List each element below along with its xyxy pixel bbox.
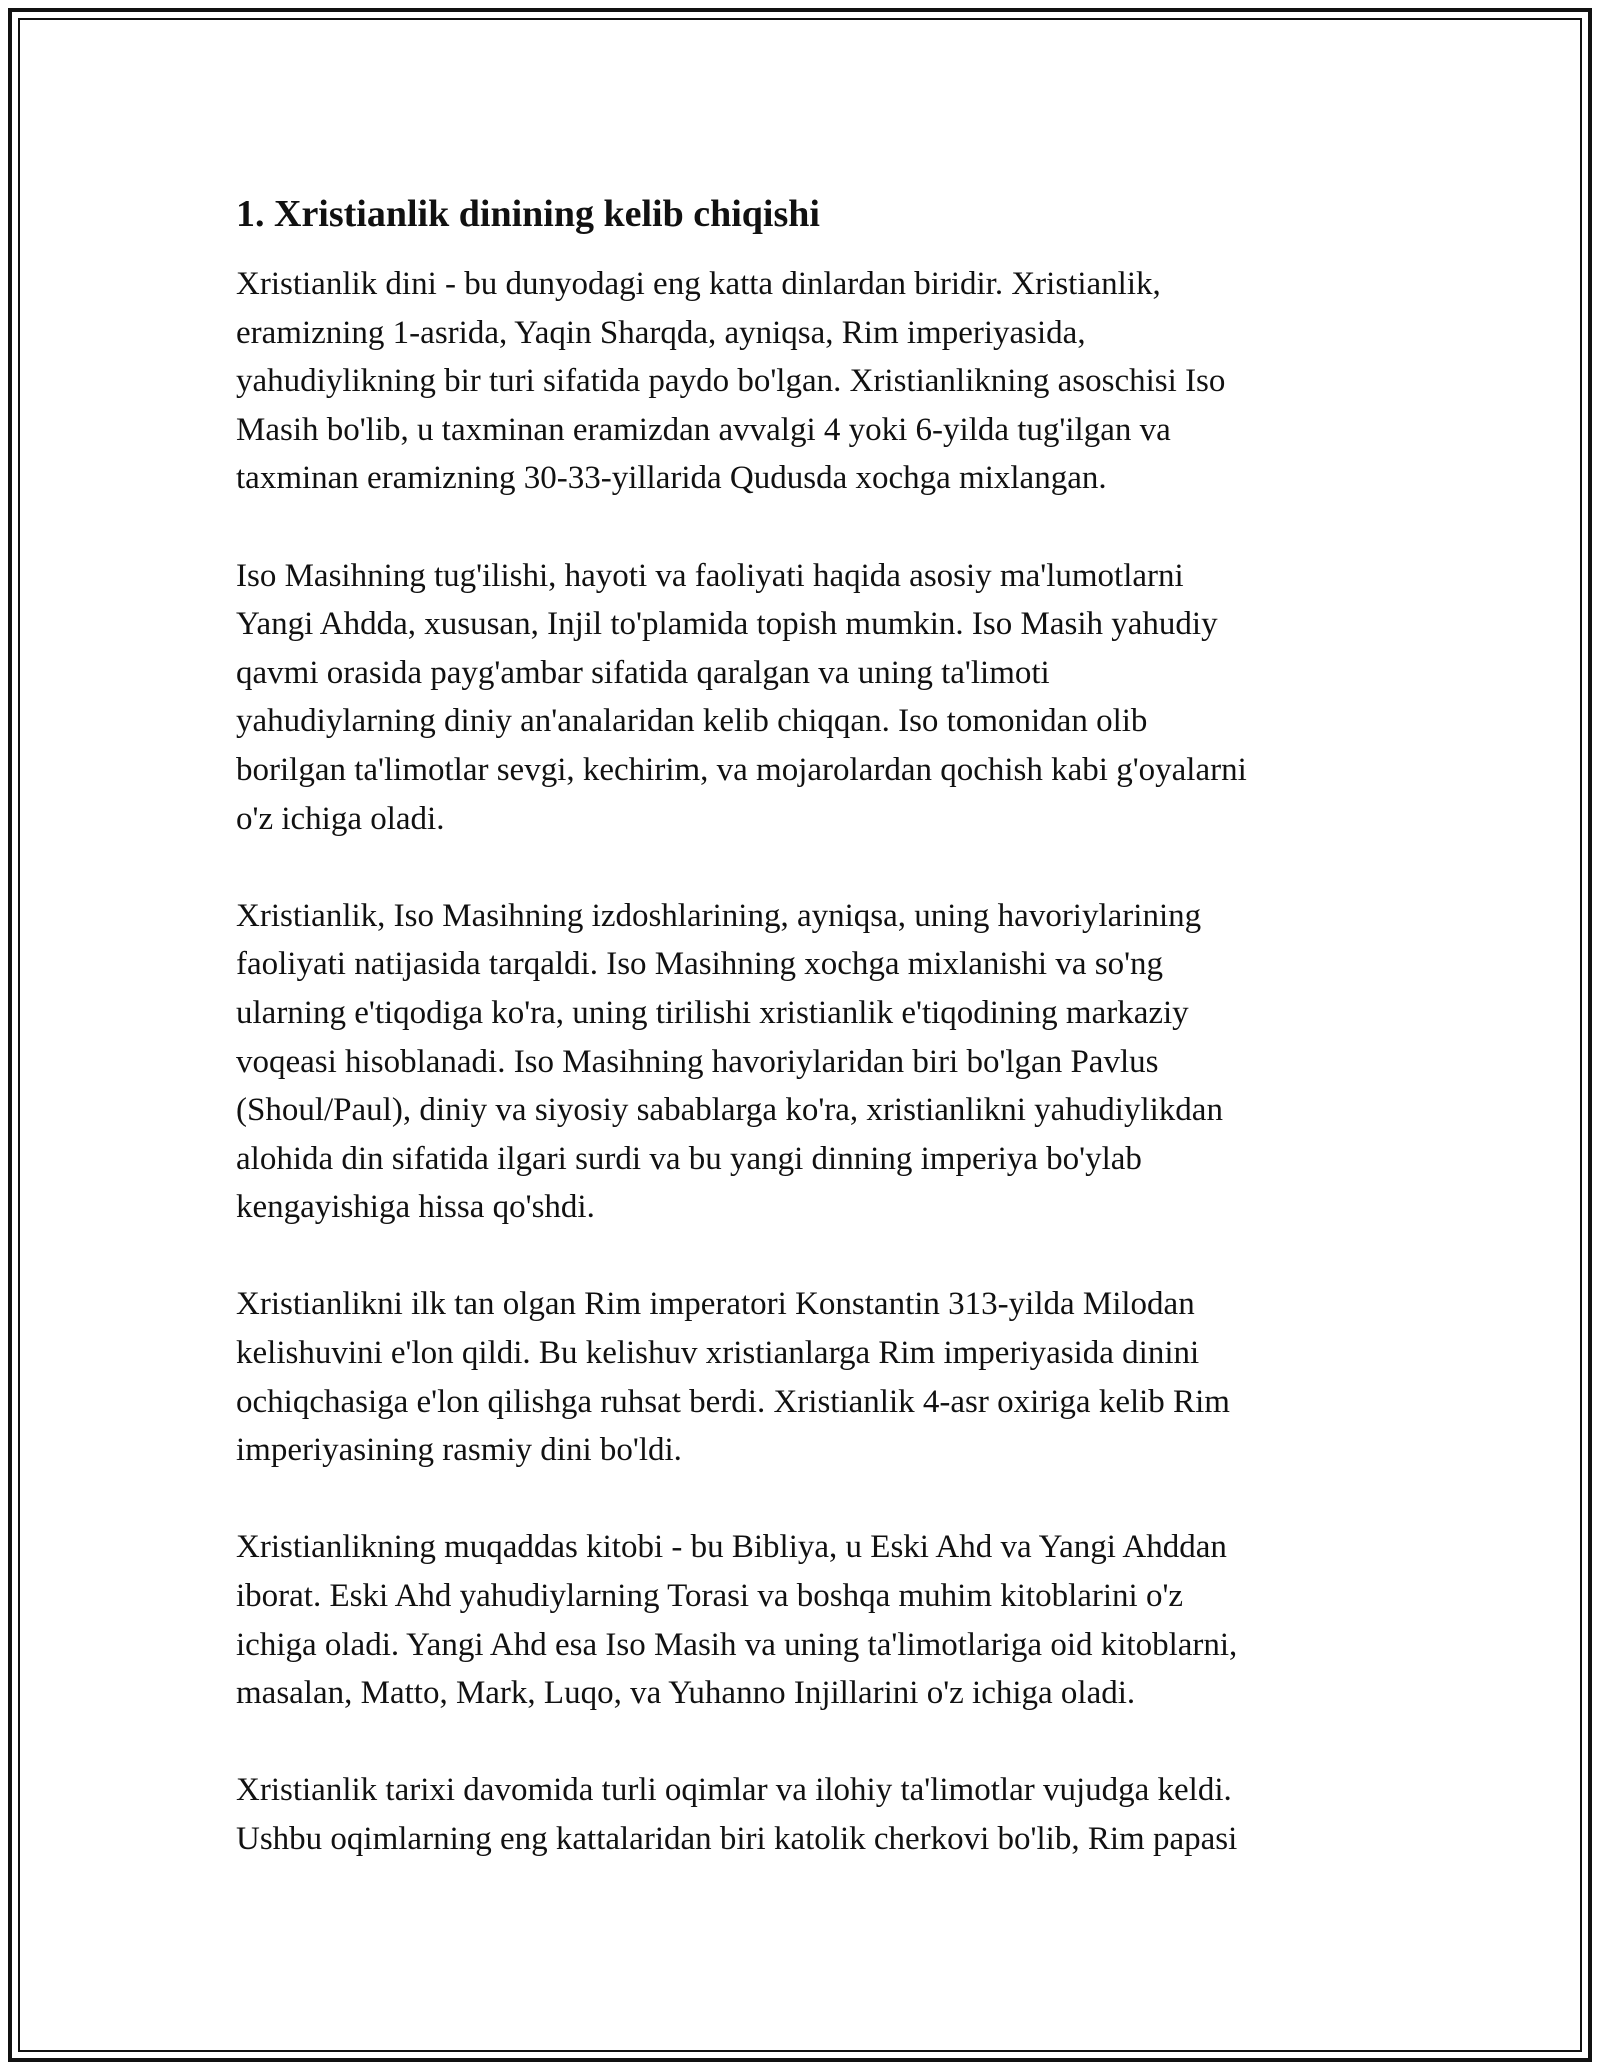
text-line: faoliyati natijasida tarqaldi. Iso Masihning xochga mixlanishi va so'ng (236, 946, 1164, 983)
text-line: Yangi Ahdda, xususan, Injil to'plamida topish mumkin. Iso Masih yahudiy (236, 606, 1218, 643)
text-line: kelishuvini e'lon qildi. Bu kelishuv xristianlarga Rim imperiyasida dinini (236, 1335, 1200, 1372)
text-line: Xristianlikni ilk tan olgan Rim imperatori Konstantin 313-yilda Milodan (236, 1286, 1195, 1323)
paragraph-5 (236, 1523, 1376, 1717)
document-body (236, 186, 1376, 1912)
paragraph-3 (236, 892, 1376, 1232)
text-line: ichiga oladi. Yangi Ahd esa Iso Masih va uning ta'limotlariga oid kitoblarni, (236, 1626, 1238, 1663)
text-line: borilgan ta'limotlar sevgi, kechirim, va mojarolardan qochish kabi g'oyalarni (236, 751, 1247, 788)
paragraph-1 (236, 260, 1376, 503)
text-line: (Shoul/Paul), diniy va siyosiy sabablarga ko'ra, xristianlikni yahudiylikdan (236, 1092, 1223, 1129)
paragraph-2 (236, 552, 1376, 844)
text-line: taxminan eramizning 30-33-yillarida Qudusda xochga mixlangan. (236, 460, 1107, 497)
text-line: eramizning 1-asrida, Yaqin Sharqda, ayniqsa, Rim imperiyasida, (236, 314, 1086, 351)
text-line: qavmi orasida payg'ambar sifatida qaralgan va uning ta'limoti (236, 654, 1050, 691)
text-line: voqeasi hisoblanadi. Iso Masihning havoriylaridan biri bo'lgan Pavlus (236, 1043, 1159, 1080)
paragraph-6 (236, 1766, 1376, 1863)
text-line: Xristianlikning muqaddas kitobi - bu Bibliya, u Eski Ahd va Yangi Ahddan (236, 1529, 1227, 1566)
text-line: Xristianlik, Iso Masihning izdoshlarining, ayniqsa, uning havoriylarining (236, 897, 1202, 934)
text-line: ochiqchasiga e'lon qilishga ruhsat berdi. Xristianlik 4-asr oxiriga kelib Rim (236, 1383, 1230, 1420)
text-line: masalan, Matto, Mark, Luqo, va Yuhanno Injillarini o'z ichiga oladi. (236, 1675, 1136, 1712)
text-line: kengayishiga hissa qo'shdi. (236, 1189, 595, 1226)
text-line: Xristianlik dini - bu dunyodagi eng katta dinlardan biridir. Xristianlik, (236, 266, 1161, 302)
text-line: yahudiylikning bir turi sifatida paydo bo'lgan. Xristianlikning asoschisi Iso (236, 363, 1226, 400)
text-line: o'z ichiga oladi. (236, 800, 445, 837)
text-line: alohida din sifatida ilgari surdi va bu yangi dinning imperiya bo'ylab (236, 1140, 1142, 1177)
text-line: ularning e'tiqodiga ko'ra, uning tirilishi xristianlik e'tiqodining markaziy (236, 994, 1189, 1031)
text-line: yahudiylarning diniy an'analaridan kelib chiqqan. Iso tomonidan olib (236, 703, 1148, 740)
text-line: Masih bo'lib, u taxminan eramizdan avvalgi 4 yoki 6-yilda tug'ilgan va (236, 411, 1171, 448)
page-title: 1. Xristianlik dinining kelib chiqishi (236, 193, 820, 235)
text-line: Xristianlik tarixi davomida turli oqimlar va ilohiy ta'limotlar vujudga keldi. (236, 1772, 1232, 1809)
paragraph-4 (236, 1280, 1376, 1474)
text-line: iborat. Eski Ahd yahudiylarning Torasi va boshqa muhim kitoblarini o'z (236, 1578, 1184, 1615)
text-line: Iso Masihning tug'ilishi, hayoti va faoliyati haqida asosiy ma'lumotlarni (236, 557, 1184, 594)
text-line: Ushbu oqimlarning eng kattalaridan biri katolik cherkovi bo'lib, Rim papasi (236, 1821, 1238, 1857)
text-line: imperiyasining rasmiy dini bo'ldi. (236, 1432, 682, 1469)
